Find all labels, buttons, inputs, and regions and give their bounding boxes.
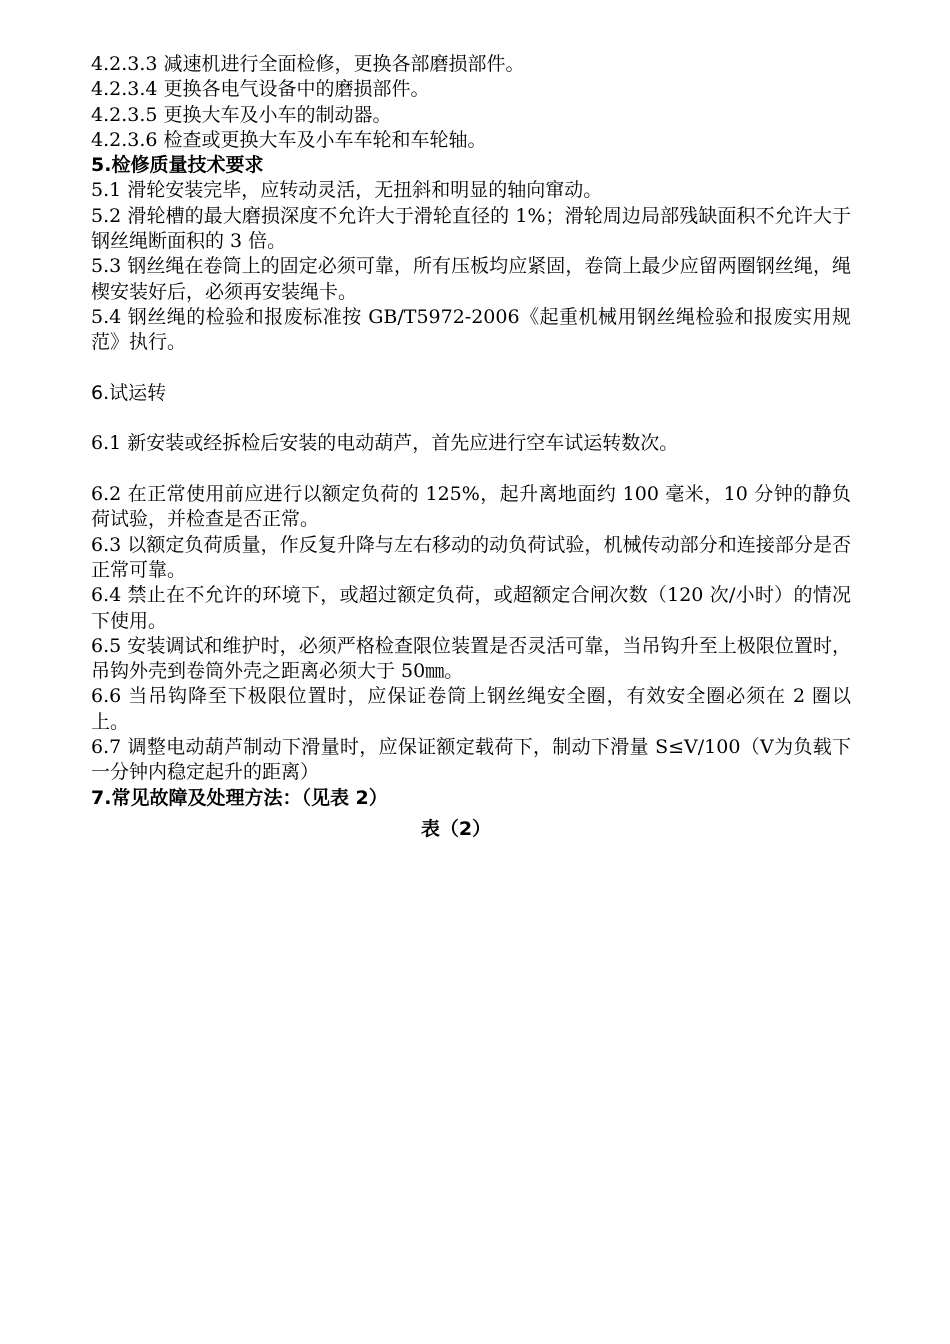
document-page: [91, 52, 851, 842]
item-6-1: 6.1 新安装或经拆检后安装的电动葫芦，首先应进行空车试运转数次。: [91, 432, 679, 455]
spacer: [91, 406, 851, 431]
item-6-4: 6.4 禁止在不允许的环境下，或超过额定负荷，或超额定合闸次数（120 次/小时）的情况下使用。: [91, 584, 851, 632]
item-6-3: 6.3 以额定负荷质量，作反复升降与左右移动的动负荷试验，机械传动部分和连接部分是否正常可靠。: [91, 533, 851, 581]
item-5-4: 5.4 钢丝绳的检验和报废标准按 GB/T5972-2006《起重机械用钢丝绳检验和报废实用规范》执行。: [91, 305, 851, 354]
item-6-6: 6.6 当吊钩降至下极限位置时，应保证卷筒上钢丝绳安全圈，有效安全圈必须在 2 圈以上。: [91, 685, 851, 733]
item-4-2-3-5: 4.2.3.5 更换大车及小车的制动器。: [91, 103, 392, 126]
section-5-heading: 5.检修质量技术要求: [91, 154, 264, 177]
item-5-2: 5.2 滑轮槽的最大磨损深度不允许大于滑轮直径的 1%；滑轮周边局部残缺面积不允许大于钢丝绳断面积的 3 倍。: [91, 204, 851, 253]
item-6-5: 6.5 安装调试和维护时，必须严格检查限位装置是否灵活可靠，当吊钩升至上极限位置时，吊钩外壳到卷筒外壳之距离必须大于 50㎜。: [91, 634, 851, 683]
spacer: [91, 457, 851, 482]
item-6-7: 6.7 调整电动葫芦制动下滑量时，应保证额定载荷下，制动下滑量 S≤V/100（V为负载下一分钟内稳定起升的距离）: [91, 736, 851, 784]
item-6-2: 6.2 在正常使用前应进行以额定负荷的 125%，起升离地面约 100 毫米，10 分钟的静负荷试验，并检查是否正常。: [91, 483, 851, 531]
section-6-heading: 6.试运转: [91, 381, 167, 404]
table-caption: 表（2）: [420, 817, 492, 840]
item-4-2-3-6: 4.2.3.6 检查或更换大车及小车车轮和车轮轴。: [91, 128, 487, 151]
item-4-2-3-3: 4.2.3.3 减速机进行全面检修，更换各部磨损部件。: [91, 53, 525, 75]
item-4-2-3-4: 4.2.3.4 更换各电气设备中的磨损部件。: [91, 78, 430, 101]
item-5-3: 5.3 钢丝绳在卷筒上的固定必须可靠，所有压板均应紧固，卷筒上最少应留两圈钢丝绳，绳楔安装好后，必须再安装绳卡。: [91, 255, 851, 303]
spacer: [91, 356, 851, 381]
section-7-heading: 7.常见故障及处理方法：（见表 2）: [91, 786, 388, 809]
item-5-1: 5.1 滑轮安装完毕，应转动灵活，无扭斜和明显的轴向窜动。: [91, 179, 603, 202]
